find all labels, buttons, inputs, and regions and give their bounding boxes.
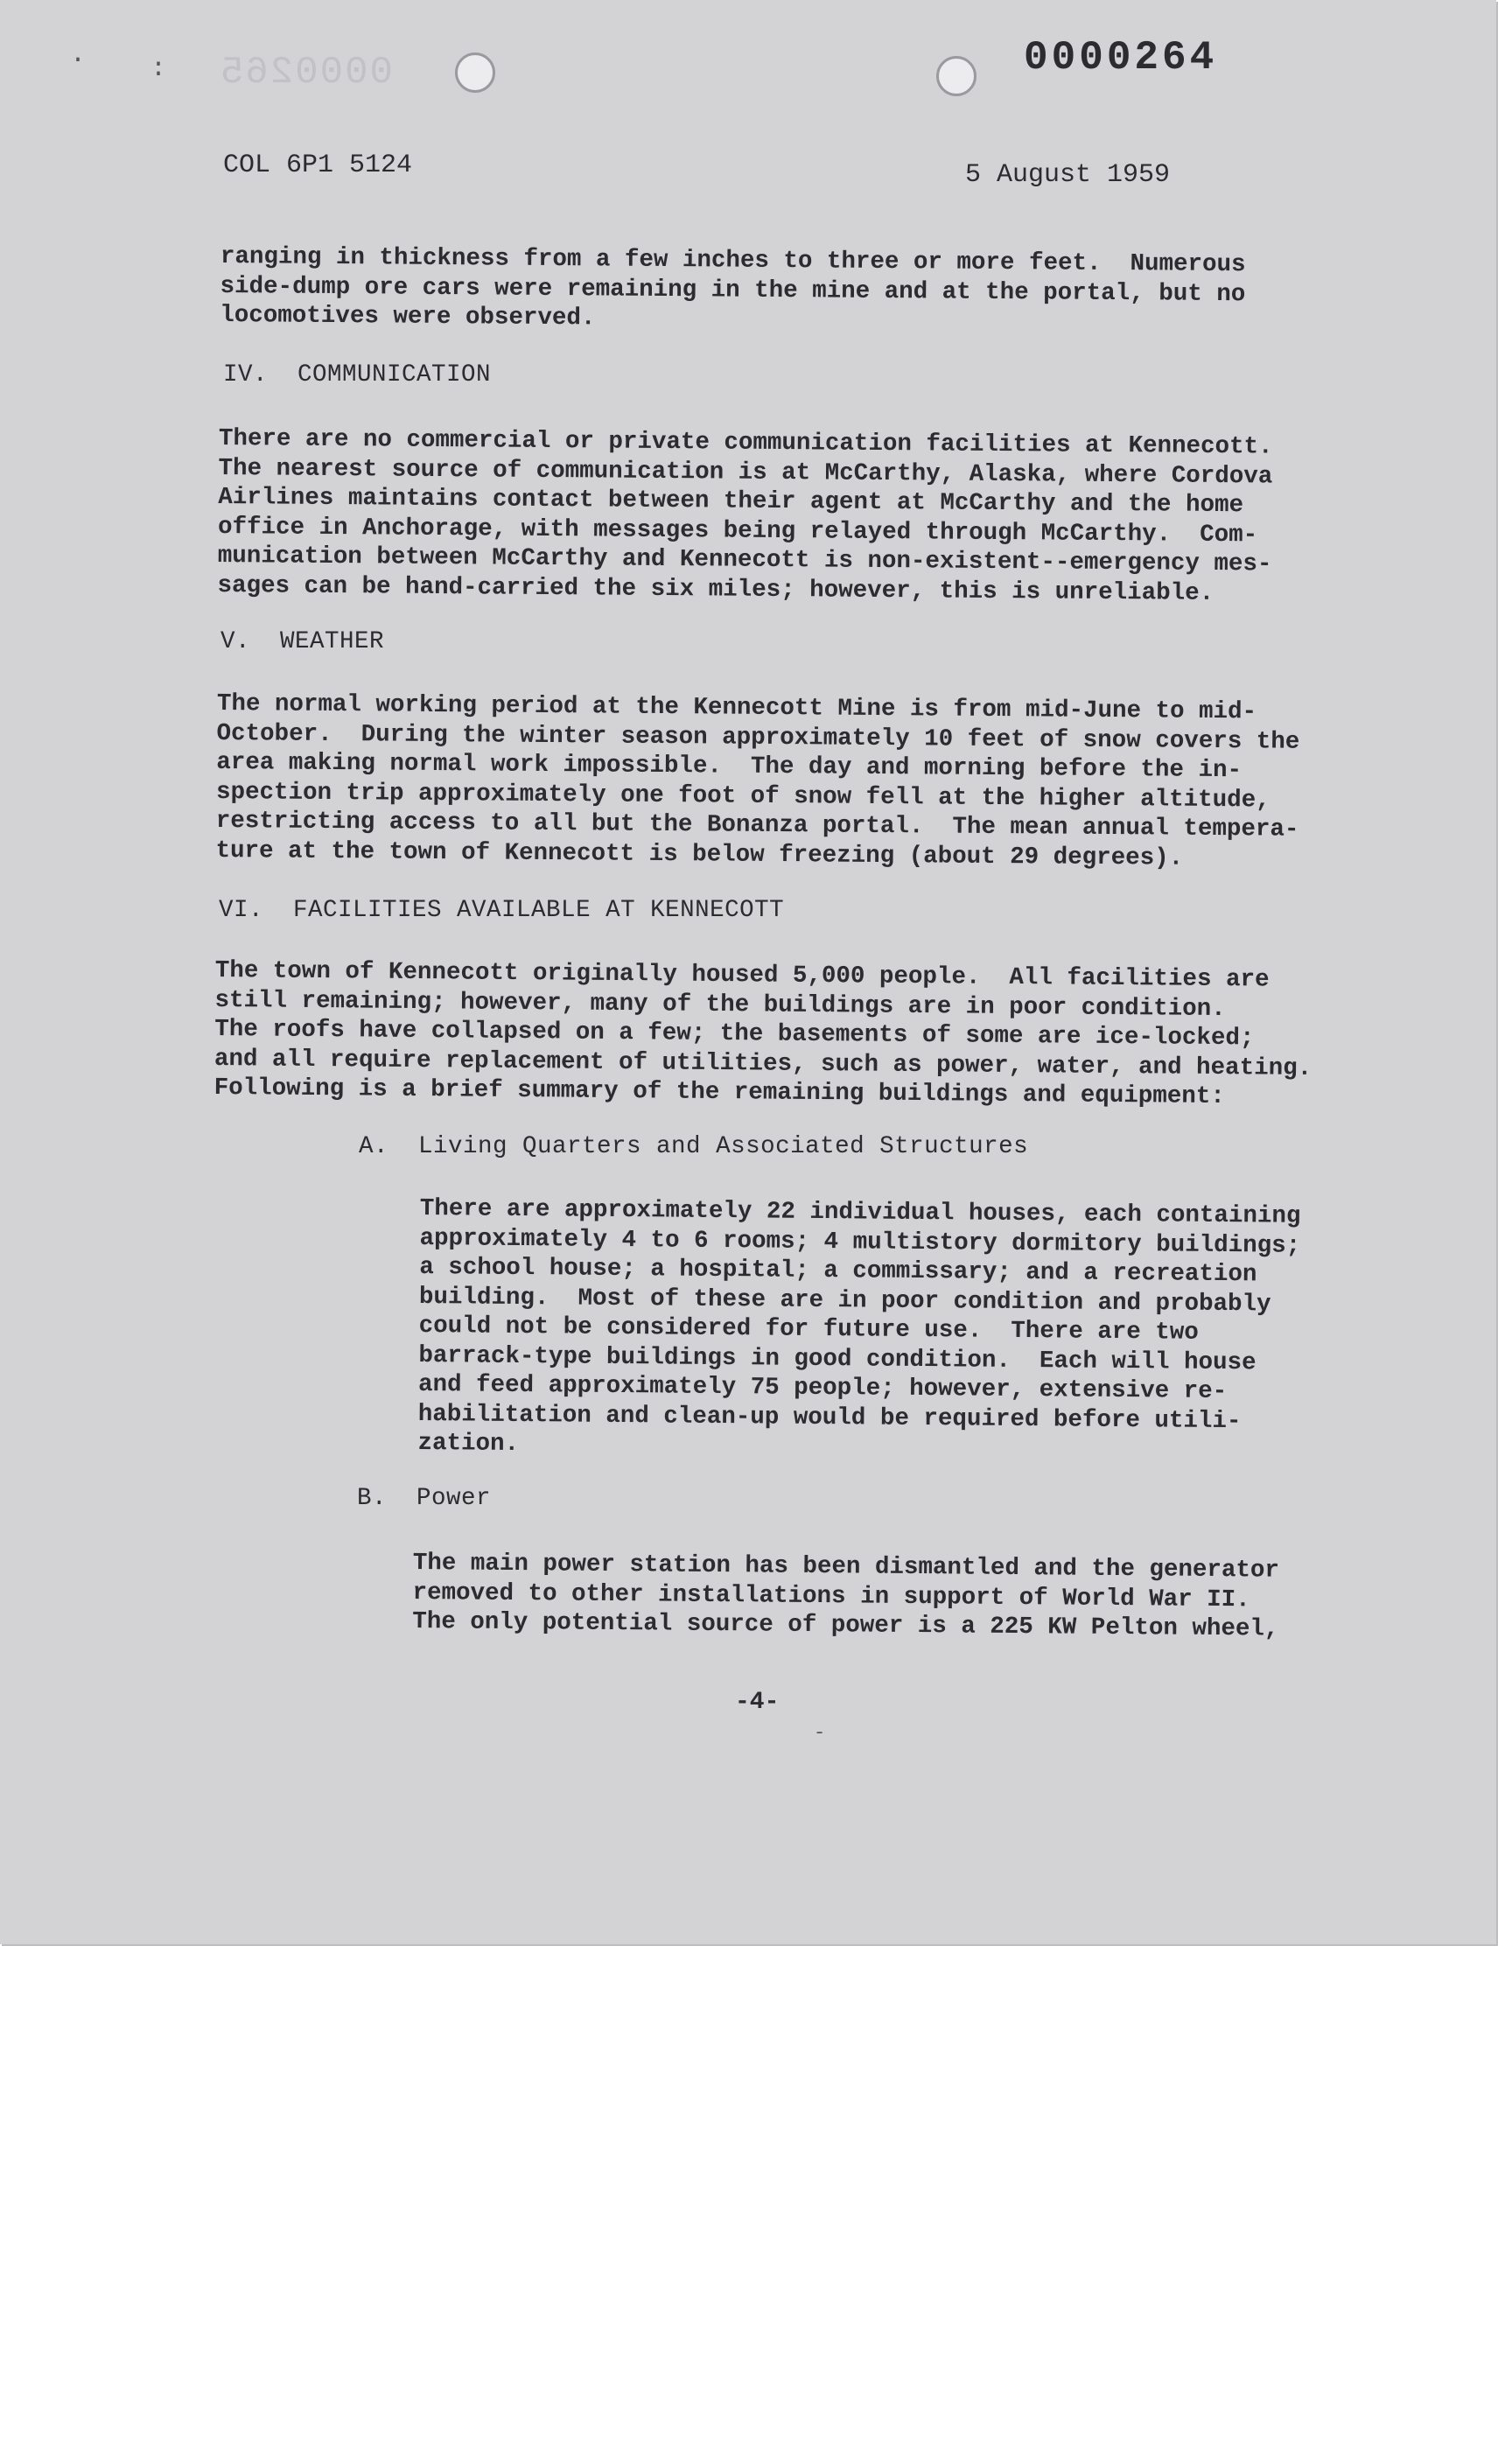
section-heading-facilities: VI. FACILITIES AVAILABLE AT KENNECOTT — [219, 897, 785, 924]
subsection-heading-power: B. Power — [357, 1485, 492, 1512]
scan-speck: - — [814, 1722, 826, 1744]
section-heading-communication: IV. COMMUNICATION — [223, 361, 492, 388]
power-paragraph: The main power station has been dismantled and the generator removed to other installations in support of World War II. The only potential source of power is a 225 KW Pelton wheel, — [412, 1550, 1280, 1643]
scan-speck: : — [150, 54, 167, 84]
facilities-paragraph: The town of Kennecott originally housed 5,000 people. All facilities are still remaining; however, many of the buildings are in poor condition. The roofs have collapsed on a few; the basements of some are ice-locked; and all require replacement of utilities, such as power, water, and heating. Following is a brief summary of the remaining buildings and equipment: — [214, 957, 1312, 1111]
communication-paragraph: There are no commercial or private communication facilities at Kennecott. The nearest source of communication is at McCarthy, Alaska, where Cordova Airlines maintains contact between their agent at McCarthy and the home office in Anchorage, with messages being relayed through McCarthy. Com- munication between McCarthy and Kennecott is non-existent--emergency mes- sages can be hand-carried the six miles; however, this is unreliable. — [217, 424, 1273, 607]
document-date: 5 August 1959 — [965, 160, 1171, 190]
weather-paragraph: The normal working period at the Kennecott Mine is from mid-June to mid- October. During the winter season approximately 10 feet of snow covers the area making normal work impossible. The day and morning before the in- spection trip approximately one foot of snow fell at the higher altitude, restricting access to all but the Bonanza portal. The mean annual tempera- ture at the town of Kennecott is below freezing (about 29 degrees). — [215, 690, 1300, 872]
punch-hole — [936, 56, 976, 96]
intro-paragraph: ranging in thickness from a few inches to three or more feet. Numerous side-dump ore cars were remaining in the mine and at the portal, but no locomotives were observed. — [220, 242, 1246, 332]
document-reference: COL 6P1 5124 — [223, 150, 413, 180]
scan-speck: · — [70, 46, 87, 75]
punch-hole — [455, 52, 495, 93]
section-heading-weather: V. WEATHER — [220, 628, 385, 655]
subsection-heading-living-quarters: A. Living Quarters and Associated Structures — [359, 1133, 1029, 1160]
document-stamp-number: 0000264 — [1024, 35, 1218, 80]
page-number: -4- — [735, 1689, 780, 1716]
bleed-through-stamp: 0000265 — [219, 51, 393, 94]
living-quarters-paragraph: There are approximately 22 individual houses, each containing approximately 4 to 6 rooms; 4 multistory dormitory buildings; a school house; a hospital; a commissary; and a recreation building. Most of these are in poor condition and probably could not be considered for future use. There are two barrack-type buildings in good condition. Each will house and feed approximately 75 people; however, extensive re- habilitation and clean-up would be required before utili- zation. — [417, 1195, 1301, 1458]
